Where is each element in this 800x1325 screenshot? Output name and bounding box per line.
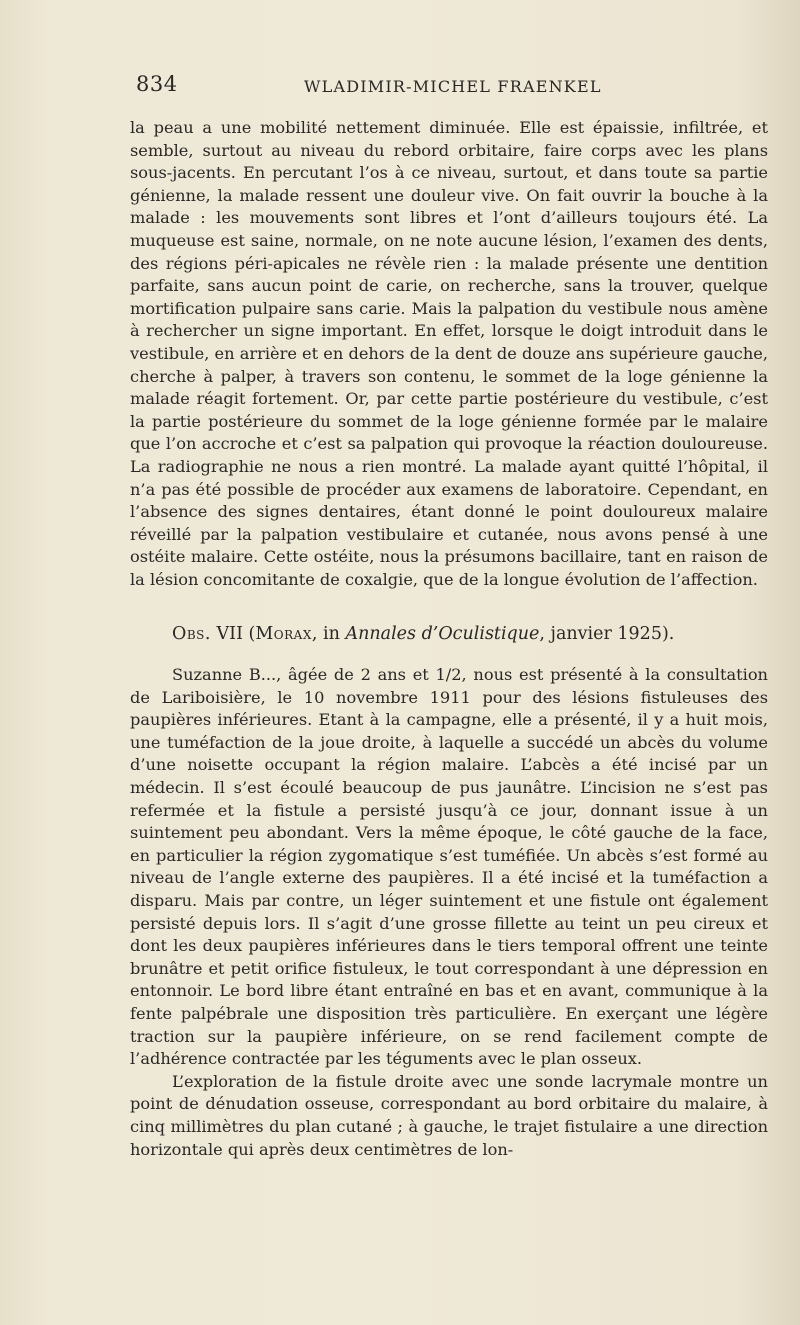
obs-number: VII ( bbox=[210, 624, 256, 645]
paragraph-patient-history: Suzanne B..., âgée de 2 ans et 1/2, nous est présenté à la consultation de Lariboisière, le 10 novembre 1911 pour des lésions fistuleuses des paupières inférieures. Etant à la campagne, elle a présenté, il y a huit mois, une tuméfaction de la joue droite, à laquelle a succédé un abcès du volume d’une noisette occupant la région malaire. L’abcès a été incisé par un médecin. Il s’est écoulé beaucoup de pus jaunâtre. L’incision ne s’est pas refermée et la fistule a persisté jusqu’à ce jour, donnant issue à un suintement peu abondant. Vers la même époque, le côté gauche de la face, en particulier la région zygomatique s’est tuméfiée. Un abcès s’est formé au niveau de l’angle externe des paupières. Il a été incisé et la tuméfaction a disparu. Mais par contre, un léger suintement et une fistule ont également persisté depuis lors. Il s’agit d’une grosse fillette au teint un peu cireux et dont les deux paupières inférieures dans le tiers temporal offrent une teinte brunâtre et petit orifice fistuleux, le tout correspondant à une dépression en entonnoir. Le bord libre étant entraîné en bas et en avant, communique à la fente palpébrale une disposition très particulière. En exerçant une légère traction sur la paupière inférieure, on se rend facilement compte de l’adhérence contractée par les téguments avec le plan osseux. bbox=[130, 665, 768, 1069]
running-head: WLADIMIR-MICHEL FRAENKEL bbox=[304, 77, 602, 96]
obs-date: , janvier 1925). bbox=[539, 624, 675, 645]
obs-label: Obs. bbox=[172, 624, 211, 645]
page-header bbox=[136, 72, 766, 102]
observation-heading bbox=[130, 623, 768, 646]
obs-journal: Annales d’Oculistique bbox=[345, 624, 540, 645]
paragraph-fistula-exploration: L’exploration de la fistule droite avec une sonde lacrymale montre un point de dénudation osseuse, correspondant au bord orbitaire du malaire, à cinq millimètres du plan cutané ; à gauche, le trajet fistulaire a une direction horizontale qui après deux centimètres de lon- bbox=[130, 1071, 768, 1159]
page-number: 834 bbox=[136, 72, 178, 96]
body-text bbox=[130, 117, 768, 1161]
paragraph-case-description: la peau a une mobilité nettement diminuée. Elle est épaissie, infiltrée, et semble, surtout au niveau du rebord orbitaire, faire corps avec les plans sous-jacents. En percutant l’os à ce niveau, surtout, et dans toute sa partie génienne, la malade ressent une douleur vive. On fait ouvrir la bouche à la malade : les mouvements sont libres et l’ont d’ailleurs toujours été. La muqueuse est saine, normale, on ne note aucune lésion, l’examen des dents, des régions péri-apicales ne révèle rien : la malade présente une dentition parfaite, sans aucun point de carie, on recherche, sans la trouver, quelque mortification pulpaire sans carie. Mais la palpation du vestibule nous amène à rechercher un signe important. En effet, lorsque le doigt introduit dans le vestibule, en arrière et en dehors de la dent de douze ans supérieure gauche, cherche à palper, à travers son contenu, le sommet de la loge génienne la malade réagit fortement. Or, par cette partie postérieure du vestibule, c’est la partie postérieure du sommet de la loge génienne formée par le malaire que l’on accroche et c’est sa palpation qui provoque la réaction douloureuse. La radiographie ne nous a rien montré. La malade ayant quitté l’hôpital, il n’a pas été possible de procéder aux examens de laboratoire. Cependant, en l’absence des signes dentaires, étant donné le point douloureux malaire réveillé par la palpation vestibulaire et cutanée, nous avons pensé à une ostéite malaire. Cette ostéite, nous la présumons bacillaire, tant en raison de la lésion concomitante de coxalgie, que de la longue évolution de l’affection. bbox=[130, 118, 768, 589]
obs-in: , in bbox=[311, 624, 346, 645]
obs-author: Morax bbox=[255, 624, 312, 645]
